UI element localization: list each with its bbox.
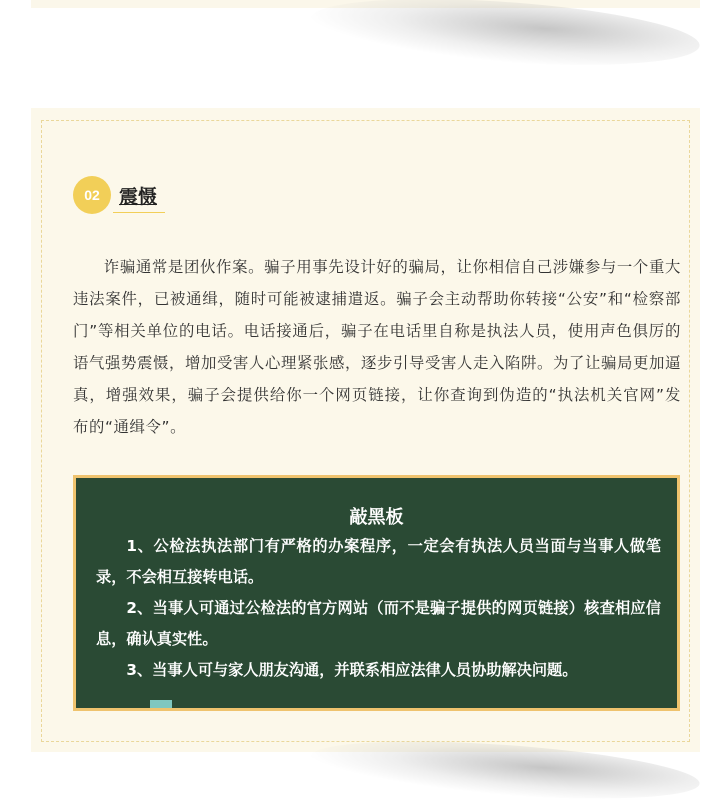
blackboard-item: 3、当事人可与家人朋友沟通，并联系相应法律人员协助解决问题。 [126, 661, 578, 679]
section-number-badge: 02 [73, 176, 111, 214]
content-card [31, 108, 700, 752]
section-paragraph: 诈骗通常是团伙作案。骗子用事先设计好的骗局，让你相信自己涉嫌参与一个重大违法案件，已被通缉，随时可能被逮捕遣返。骗子会主动帮助你转接“公安”和“检察部门”等相关单位的电话。电话接通后，骗子在电话里自称是执法人员，使用声色俱厉的语气强势震慑，增加受害人心理紧张感，逐步引导受害人走入陷阱。为了让骗局更加逼真，增强效果，骗子会提供给你一个网页链接，让你查询到伪造的“执法机关官网”发布的“通缉令”。 [73, 258, 681, 436]
blackboard-tip [73, 475, 680, 711]
dashed-border [41, 120, 690, 742]
blackboard-item: 2、当事人可通过公检法的官方网站（而不是骗子提供的网页链接）核查相应信息，确认真实性。 [96, 599, 661, 648]
section-title: 震慑 [119, 186, 158, 208]
chalk-tray-tab [150, 700, 172, 708]
blackboard-title: 敲黑板 [349, 507, 404, 528]
title-underline [113, 212, 165, 213]
blackboard-item: 1、公检法执法部门有严格的办案程序，一定会有执法人员当面与当事人做笔录，不会相互接转电话。 [96, 537, 661, 586]
card-shadow [308, 0, 701, 76]
blackboard-list [96, 531, 661, 686]
